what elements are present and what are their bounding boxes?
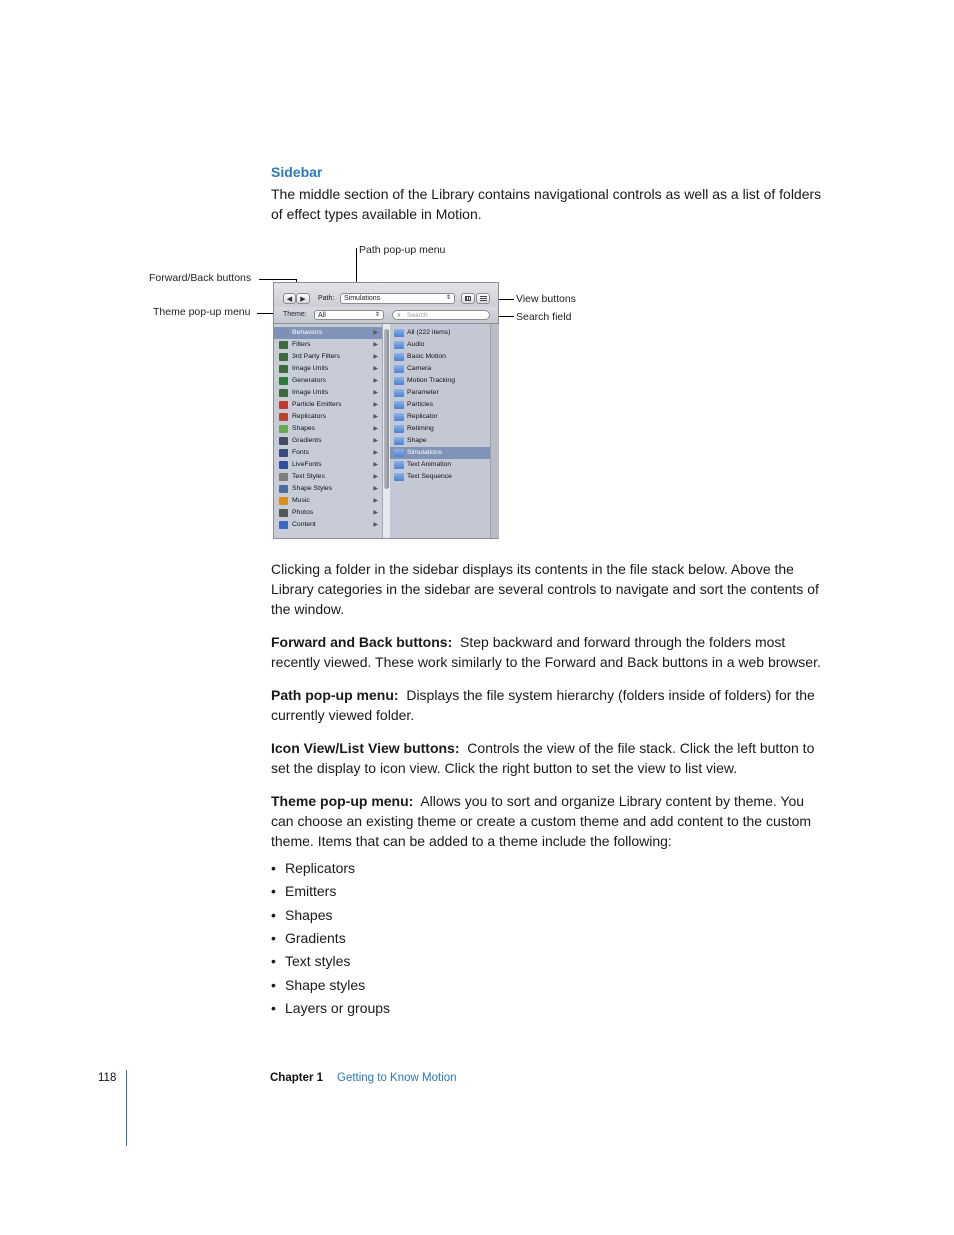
folder-icon [394, 365, 404, 373]
callout-path-popup: Path pop-up menu [359, 244, 446, 256]
category-list [274, 324, 382, 538]
folder-label: Parameter [407, 389, 439, 396]
disclosure-triangle-icon: ▶ [373, 438, 378, 444]
definition: Controls the view of the file stack. Click the left button to set the display to icon view. Click the right button to set the view to list view. [271, 740, 815, 776]
sidebar-item-image-units[interactable] [274, 387, 382, 399]
particle-emitters-icon [279, 401, 288, 409]
sidebar-item-label: Particle Emitters [292, 401, 342, 408]
replicators-icon [279, 413, 288, 421]
theme-value: All [318, 312, 326, 319]
theme-label: Theme: [283, 311, 307, 318]
folder-icon [394, 461, 404, 469]
bullet-item: • Text styles [271, 953, 351, 969]
disclosure-triangle-icon: ▶ [373, 330, 378, 336]
folder-item[interactable] [390, 327, 490, 339]
callout-theme-popup: Theme pop-up menu [153, 306, 251, 318]
definition-view-buttons [271, 738, 827, 778]
forward-button[interactable] [296, 293, 310, 304]
back-button[interactable] [283, 293, 296, 304]
text-styles-icon [279, 473, 288, 481]
footer-divider [126, 1070, 127, 1146]
music-icon [279, 497, 288, 505]
sidebar-item-label: Filters [292, 341, 311, 348]
path-value: Simulations [344, 295, 381, 302]
term: Path pop-up menu: [271, 687, 399, 703]
bullet-item: • Gradients [271, 930, 346, 946]
third-party-filters-icon [279, 353, 288, 361]
folder-icon [394, 473, 404, 481]
sidebar-item-livefonts[interactable] [274, 459, 382, 471]
folder-label: Retiming [407, 425, 434, 432]
folder-icon [394, 449, 404, 457]
shapes-icon [279, 425, 288, 433]
forward-arrow-icon: ▶ [300, 295, 306, 303]
chapter-title-link[interactable]: Getting to Know Motion [337, 1072, 457, 1084]
sidebar-item-label: LiveFonts [292, 461, 322, 468]
folder-label: Basic Motion [407, 353, 446, 360]
sidebar-item-label: Replicators [292, 413, 326, 420]
scrollbar-thumb[interactable] [384, 329, 389, 489]
path-popup-menu[interactable] [340, 293, 455, 304]
folder-icon [394, 413, 404, 421]
definition-forward-back [271, 632, 827, 672]
sidebar-item-label: Content [292, 521, 316, 528]
folder-label: Shape [407, 437, 427, 444]
sidebar-item-particle-emitters[interactable] [274, 399, 382, 411]
sidebar-item-generators[interactable] [274, 375, 382, 387]
folder-icon [394, 341, 404, 349]
folder-icon [394, 401, 404, 409]
disclosure-triangle-icon: ▶ [373, 426, 378, 432]
sidebar-item-content[interactable] [274, 519, 382, 531]
sidebar-item-label: Music [292, 497, 310, 504]
folder-item[interactable] [390, 459, 490, 471]
search-placeholder: Search [407, 312, 428, 319]
folder-label: Replicator [407, 413, 438, 420]
disclosure-triangle-icon: ▶ [373, 462, 378, 468]
disclosure-triangle-icon: ▶ [373, 450, 378, 456]
path-label: Path: [318, 295, 335, 302]
sidebar-item-label: Photos [292, 509, 314, 516]
sidebar-item-label: Behaviors [292, 329, 323, 336]
disclosure-triangle-icon: ▶ [373, 510, 378, 516]
sidebar-item-fonts[interactable] [274, 447, 382, 459]
folder-item[interactable] [390, 399, 490, 411]
folder-item[interactable] [390, 411, 490, 423]
folder-icon [394, 425, 404, 433]
image-units-icon [279, 365, 288, 373]
callout-forward-back: Forward/Back buttons [149, 272, 252, 284]
photos-icon [279, 509, 288, 517]
library-sidebar-screenshot [273, 282, 499, 539]
sidebar-item-label: 3rd Party Filters [292, 353, 340, 360]
folder-item[interactable] [390, 387, 490, 399]
disclosure-triangle-icon: ▶ [373, 486, 378, 492]
definition-theme-popup [271, 791, 827, 851]
folder-icon [394, 329, 404, 337]
search-field[interactable] [392, 310, 490, 320]
folder-label: All (222 items) [407, 329, 451, 336]
sidebar-item-label: Shapes [292, 425, 316, 432]
folder-label: Audio [407, 341, 425, 348]
sidebar-item-photos[interactable] [274, 507, 382, 519]
bullet-item: • Replicators [271, 860, 356, 876]
image-units-icon [279, 389, 288, 397]
folder-label: Camera [407, 365, 432, 372]
disclosure-triangle-icon: ▶ [373, 390, 378, 396]
disclosure-triangle-icon: ▶ [373, 522, 378, 528]
folder-label: Particles [407, 401, 434, 408]
popup-arrows-icon: ⇕ [374, 312, 380, 318]
folder-label: Text Animation [407, 461, 452, 468]
folder-label: Text Sequence [407, 473, 452, 480]
content-icon [279, 521, 288, 529]
folder-item[interactable] [390, 471, 490, 483]
bullet-item: • Shape styles [271, 977, 366, 993]
folder-item[interactable] [390, 423, 490, 435]
sidebar-item-label: Gradients [292, 437, 322, 444]
callout-view-buttons: View buttons [516, 293, 576, 305]
folder-item[interactable] [390, 351, 490, 363]
shape-styles-icon [279, 485, 288, 493]
sidebar-item-shape-styles[interactable] [274, 483, 382, 495]
chapter-label: Chapter 1 [270, 1072, 324, 1084]
generators-icon [279, 377, 288, 385]
theme-bar [274, 307, 498, 324]
term: Theme pop-up menu: [271, 793, 414, 809]
fonts-icon [279, 449, 288, 457]
list-view-icon [480, 296, 487, 301]
sidebar-item-replicators[interactable] [274, 411, 382, 423]
bullet-item: • Layers or groups [271, 1000, 391, 1016]
folder-icon [394, 437, 404, 445]
definition-path-popup [271, 685, 827, 725]
folder-item[interactable] [390, 435, 490, 447]
section-heading: Sidebar [271, 164, 323, 180]
callout-line-forward-back [259, 279, 297, 280]
page-number: 118 [98, 1072, 117, 1084]
search-icon: ⌕ [397, 312, 401, 319]
theme-popup-menu[interactable] [314, 310, 384, 320]
sidebar-item-label: Image Units [292, 389, 329, 396]
folder-icon [394, 377, 404, 385]
sidebar-item-label: Fonts [292, 449, 309, 456]
gradients-icon [279, 437, 288, 445]
definition: Displays the file system hierarchy (folders inside of folders) for the currently viewed folder. [271, 687, 815, 723]
back-arrow-icon: ◀ [286, 295, 293, 303]
sidebar-item-label: Generators [292, 377, 327, 384]
behaviors-icon [279, 329, 288, 337]
folder-label: Simulations [407, 449, 443, 456]
livefonts-icon [279, 461, 288, 469]
grid-view-icon [465, 296, 471, 301]
sidebar-item-behaviors[interactable] [274, 327, 382, 339]
bullet-item: • Emitters [271, 883, 337, 899]
folder-list [390, 324, 490, 538]
sidebar-item-gradients[interactable] [274, 435, 382, 447]
sidebar-item-shapes[interactable] [274, 423, 382, 435]
term: Forward and Back buttons: [271, 634, 453, 650]
paragraph-sidebar-description: Clicking a folder in the sidebar displays its contents in the file stack below. Above the Library categories in the sidebar are several controls to navigate and sort the contents of the window. [271, 561, 819, 617]
popup-arrows-icon: ⇕ [445, 295, 451, 301]
folder-item[interactable] [390, 363, 490, 375]
sidebar-item-label: Shape Styles [292, 485, 333, 492]
callout-search-field: Search field [516, 311, 572, 323]
filters-icon [279, 341, 288, 349]
sidebar-item-3rd-party-filters[interactable] [274, 351, 382, 363]
sidebar-item-label: Text Styles [292, 473, 325, 480]
folder-label: Motion Tracking [407, 377, 455, 384]
bullet-item: • Shapes [271, 907, 333, 923]
folder-list-edge [490, 324, 499, 538]
disclosure-triangle-icon: ▶ [373, 342, 378, 348]
sidebar-item-label: Image Units [292, 365, 329, 372]
folder-item[interactable] [390, 339, 490, 351]
folder-item[interactable] [390, 375, 490, 387]
definition: Step backward and forward through the folders most recently viewed. These work similarly to the Forward and Back buttons in a web browser. [271, 634, 821, 670]
disclosure-triangle-icon: ▶ [373, 354, 378, 360]
disclosure-triangle-icon: ▶ [373, 414, 378, 420]
list-view-button[interactable] [476, 293, 490, 304]
sidebar-item-filters[interactable] [274, 339, 382, 351]
disclosure-triangle-icon: ▶ [373, 366, 378, 372]
intro-paragraph: The middle section of the Library contains navigational controls as well as a list of folders of effect types available in Motion. [271, 186, 822, 222]
term: Icon View/List View buttons: [271, 740, 460, 756]
sidebar-item-music[interactable] [274, 495, 382, 507]
icon-view-button[interactable] [461, 293, 475, 304]
folder-item[interactable] [390, 447, 490, 459]
folder-icon [394, 389, 404, 397]
folder-icon [394, 353, 404, 361]
sidebar-item-image-units[interactable] [274, 363, 382, 375]
disclosure-triangle-icon: ▶ [373, 498, 378, 504]
sidebar-item-text-styles[interactable] [274, 471, 382, 483]
disclosure-triangle-icon: ▶ [373, 378, 378, 384]
disclosure-triangle-icon: ▶ [373, 402, 378, 408]
definition: Allows you to sort and organize Library content by theme. You can choose an existing theme or create a custom theme and add content to the custom theme. Items that can be added to a theme include the following: [271, 793, 812, 849]
disclosure-triangle-icon: ▶ [373, 474, 378, 480]
